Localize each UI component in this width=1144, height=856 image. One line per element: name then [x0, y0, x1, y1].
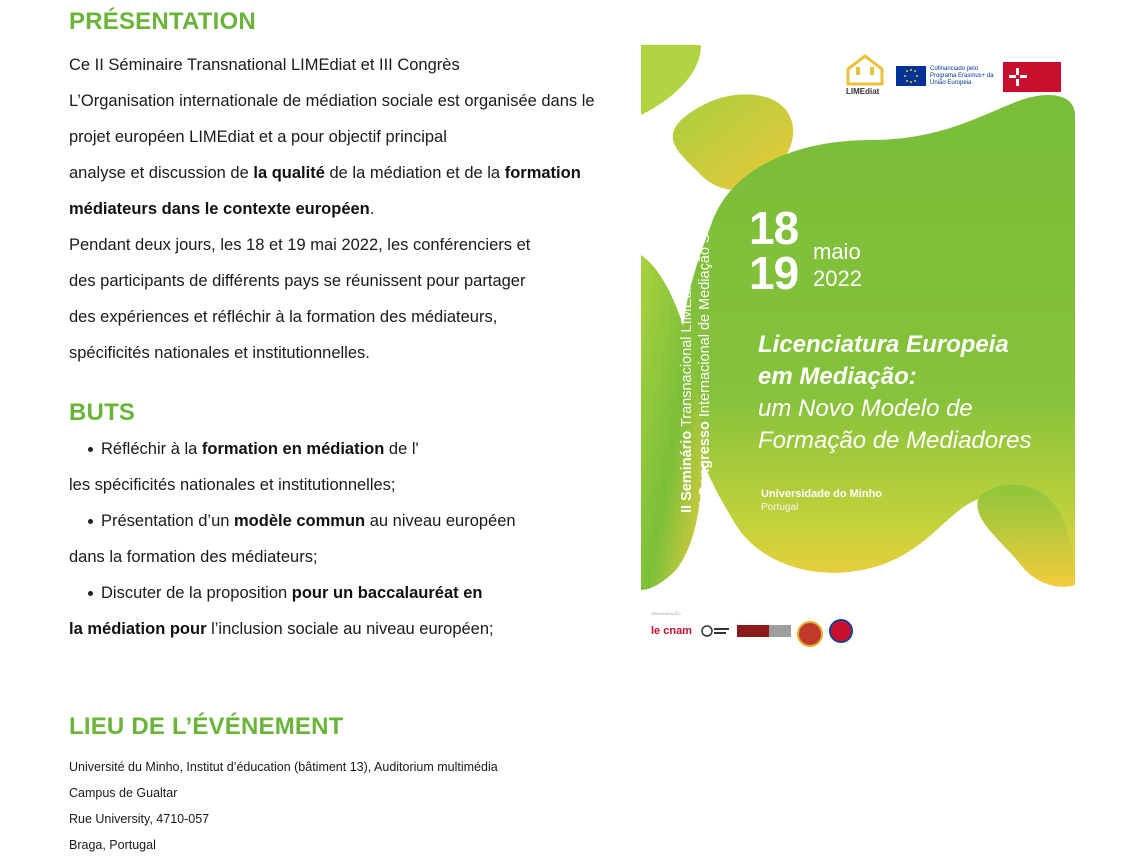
uminho-logo	[1003, 62, 1061, 92]
buts-item-1-continued: les spécificités nationales et institutionnelles;	[69, 476, 396, 494]
text-bold: pour un baccalauréat en	[291, 584, 483, 602]
poster-title-line-3: um Novo Modelo de	[758, 395, 973, 422]
date-day-1: 18	[749, 202, 799, 254]
buts-item-2	[101, 511, 516, 531]
text-run: Présentation d’un	[101, 512, 235, 530]
text-run: .	[369, 200, 375, 218]
uminho-emblem-icon	[1003, 62, 1033, 92]
buts-item-2-continued: dans la formation des médiateurs;	[69, 548, 318, 566]
limediat-logo-text: LIMEdiat	[846, 87, 880, 96]
house-icon	[844, 53, 886, 87]
text-bold: la qualité	[253, 164, 325, 182]
buts-item-3	[101, 583, 482, 603]
presentation-line-5	[69, 199, 374, 219]
text-run: Internacional de Mediação Social	[697, 203, 713, 422]
lieu-line-2: Campus de Gualtar	[69, 786, 178, 800]
text-bold: la médiation pour	[69, 620, 207, 638]
poster-title-line-1: Licenciatura Europeia	[758, 331, 1009, 358]
text-run: de l'	[384, 440, 419, 458]
presentation-heading: PRÉSENTATION	[69, 8, 256, 35]
text-bold: formation	[504, 164, 581, 182]
lieu-line-3: Rue University, 4710-057	[69, 812, 210, 826]
poster-vertical-congress	[697, 204, 714, 514]
bullet-icon	[88, 519, 93, 524]
presentation-line-7: des participants de différents pays se réunissent pour partager	[69, 272, 526, 290]
text-bold: modèle commun	[234, 512, 366, 530]
lieu-line-4: Braga, Portugal	[69, 838, 156, 852]
poster-university: Universidade do Minho	[761, 488, 883, 500]
organizers-label: ORGANIZAÇÃO	[651, 611, 681, 616]
date-year: 2022	[813, 266, 862, 291]
text-bold: formation en médiation	[201, 440, 385, 458]
text-run: l’inclusion sociale au niveau européen;	[206, 620, 494, 638]
text-run: au niveau européen	[365, 512, 516, 530]
limediat-logo	[844, 53, 886, 101]
text-bold: II Seminário	[679, 430, 695, 513]
text-run: analyse et discussion de	[69, 164, 254, 182]
lieu-line-1: Université du Minho, Institut d’éducation (bâtiment 13), Auditorium multimédia	[69, 760, 498, 774]
poster-title-line-2: em Mediação:	[758, 363, 917, 390]
date-month: maio	[813, 239, 861, 264]
poster-country: Portugal	[761, 502, 799, 513]
presentation-line-4	[69, 163, 581, 183]
bullet-icon	[88, 591, 93, 596]
presentation-line-6: Pendant deux jours, les 18 et 19 mai 2022, les conférenciers et	[69, 236, 531, 254]
text-run: Transnacional LIMEdiat	[679, 275, 695, 431]
presentation-line-1: Ce II Séminaire Transnational LIMEdiat et III Congrès	[69, 56, 460, 74]
bullet-icon	[88, 447, 93, 452]
organizer-logo-6	[829, 619, 853, 643]
event-poster	[641, 45, 1075, 657]
presentation-line-3: projet européen LIMEdiat et a pour objectif principal	[69, 128, 447, 146]
poster-vertical-seminar	[679, 275, 696, 513]
buts-item-1	[101, 439, 419, 459]
text-bold: médiateurs dans le contexte européen	[69, 200, 370, 218]
organizer-logo-2	[701, 623, 731, 639]
buts-item-3-continued	[69, 619, 494, 639]
buts-heading: BUTS	[69, 399, 136, 426]
eu-cofunding-text: Cofinanciado pelo Programa Erasmus+ da União Europeia	[930, 66, 994, 86]
lieu-heading: LIEU DE L’ÉVÉNEMENT	[69, 713, 344, 740]
text-bold: III Congresso	[697, 421, 713, 513]
poster-title-line-4: Formação de Mediadores	[758, 427, 1032, 454]
presentation-line-8: des expériences et réfléchir à la formation des médiateurs,	[69, 308, 498, 326]
presentation-line-2: L’Organisation internationale de médiation sociale est organisée dans le	[69, 92, 595, 110]
text-run: Réfléchir à la	[101, 440, 202, 458]
cnam-logo: le cnam	[651, 625, 692, 637]
date-day-2: 19	[749, 247, 799, 299]
organizer-logo-4	[769, 625, 791, 637]
presentation-line-9: spécificités nationales et institutionnelles.	[69, 344, 370, 362]
eu-flag-icon	[896, 66, 926, 86]
text-run: de la médiation et de la	[324, 164, 505, 182]
organizer-logo-5	[797, 621, 823, 647]
text-run: Discuter de la proposition	[101, 584, 292, 602]
